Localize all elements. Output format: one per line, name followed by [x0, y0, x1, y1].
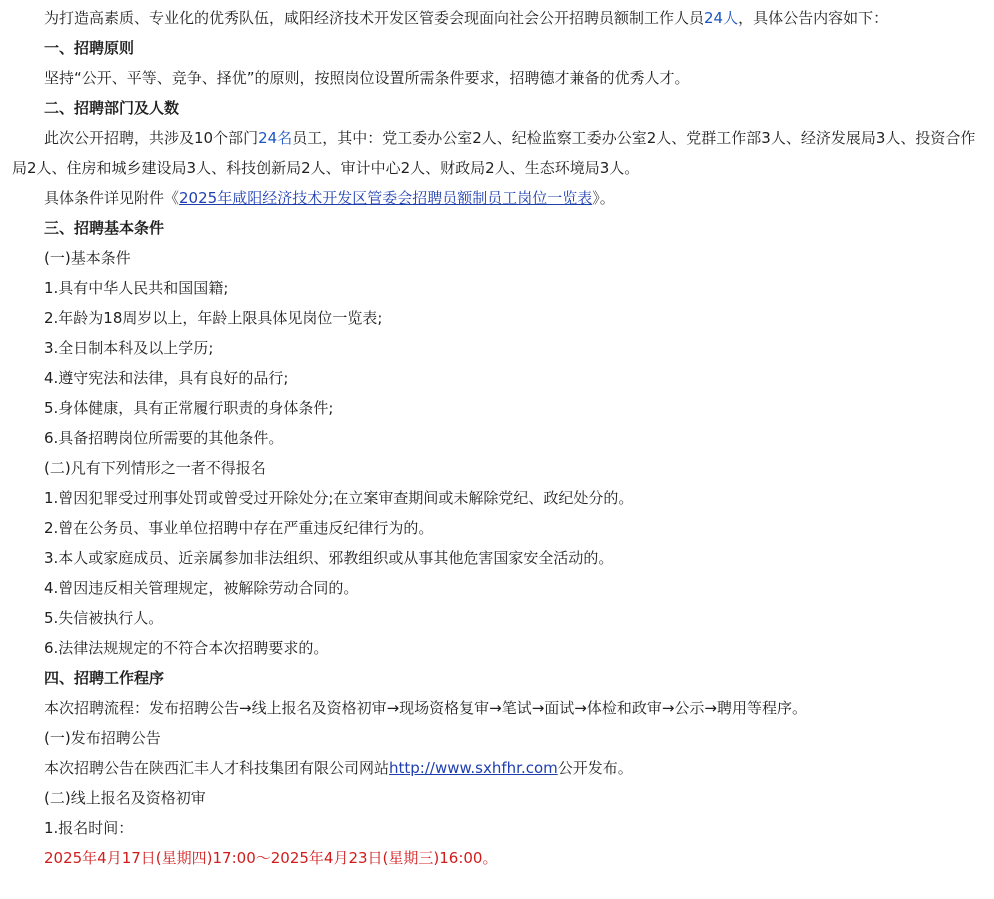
list-item: 6.具备招聘岗位所需要的其他条件。 [44, 429, 284, 447]
list-item: 6.法律法规规定的不符合本次招聘要求的。 [44, 639, 329, 657]
list-item: 1.具有中华人民共和国国籍; [44, 279, 229, 297]
intro-paragraph [12, 3, 988, 33]
publish-text-end: 公开发布。 [557, 759, 633, 777]
registration-time-value: 2025年4月17日(星期四)17:00～2025年4月23日(星期三)16:00。 [44, 849, 498, 867]
attachment-prefix: 具体条件详见附件《 [44, 189, 180, 207]
attachment-suffix: 》。 [592, 189, 615, 207]
attachment-line [12, 183, 988, 213]
section2-body [12, 123, 988, 183]
process-flow: 本次招聘流程：发布招聘公告→线上报名及资格初审→现场资格复审→笔试→面试→体检和政审→公示→聘用等程序。 [44, 699, 807, 717]
section3-heading: 三、招聘基本条件 [44, 219, 165, 237]
section2-heading: 二、招聘部门及人数 [44, 99, 180, 117]
list-item: 3.全日制本科及以上学历; [44, 339, 214, 357]
staff-count: 24名 [258, 129, 293, 147]
section2-body-start: 此次公开招聘，共涉及10个部门 [44, 129, 259, 147]
publish-line [12, 753, 988, 783]
recruit-count: 24人 [704, 9, 739, 27]
section1-heading: 一、招聘原则 [44, 39, 135, 57]
registration-time-label: 1.报名时间： [44, 819, 134, 837]
section4-sub2-title: (二)线上报名及资格初审 [44, 789, 206, 807]
section2-body-end: 员工，其中：党工委办公室2人、纪检监察工委办公室2人、党群工作部3人、经济发展局3人、投资合作局2人、住房和城乡建设局3人、科技创新局2人、审计中心2人、财政局2人、生态环境局3人。 [12, 129, 976, 177]
section3-sub2-title: (二)凡有下列情形之一者不得报名 [44, 459, 266, 477]
list-item: 5.失信被执行人。 [44, 609, 164, 627]
section4-sub1-title: (一)发布招聘公告 [44, 729, 161, 747]
website-link[interactable]: http://www.sxhfhr.com [389, 759, 558, 777]
intro-text: 为打造高素质、专业化的优秀队伍，咸阳经济技术开发区管委会现面向社会公开招聘员额制工作人员 [44, 9, 705, 27]
list-item: 4.曾因违反相关管理规定，被解除劳动合同的。 [44, 579, 359, 597]
attachment-link[interactable]: 2025年咸阳经济技术开发区管委会招聘员额制员工岗位一览表 [179, 189, 593, 207]
list-item: 4.遵守宪法和法律，具有良好的品行; [44, 369, 289, 387]
list-item: 2.曾在公务员、事业单位招聘中存在严重违反纪律行为的。 [44, 519, 434, 537]
intro-text-end: ，具体公告内容如下： [738, 9, 889, 27]
section1-body: 坚持“公开、平等、竞争、择优”的原则，按照岗位设置所需条件要求，招聘德才兼备的优秀人才。 [44, 69, 690, 87]
list-item: 5.身体健康，具有正常履行职责的身体条件; [44, 399, 334, 417]
list-item: 2.年龄为18周岁以上，年龄上限具体见岗位一览表; [44, 309, 383, 327]
section3-sub1-title: (一)基本条件 [44, 249, 131, 267]
list-item: 1.曾因犯罪受过刑事处罚或曾受过开除处分;在立案审查期间或未解除党纪、政纪处分的。 [44, 489, 634, 507]
section4-heading: 四、招聘工作程序 [44, 669, 165, 687]
publish-text: 本次招聘公告在陕西汇丰人才科技集团有限公司网站 [44, 759, 390, 777]
list-item: 3.本人或家庭成员、近亲属参加非法组织、邪教组织或从事其他危害国家安全活动的。 [44, 549, 614, 567]
